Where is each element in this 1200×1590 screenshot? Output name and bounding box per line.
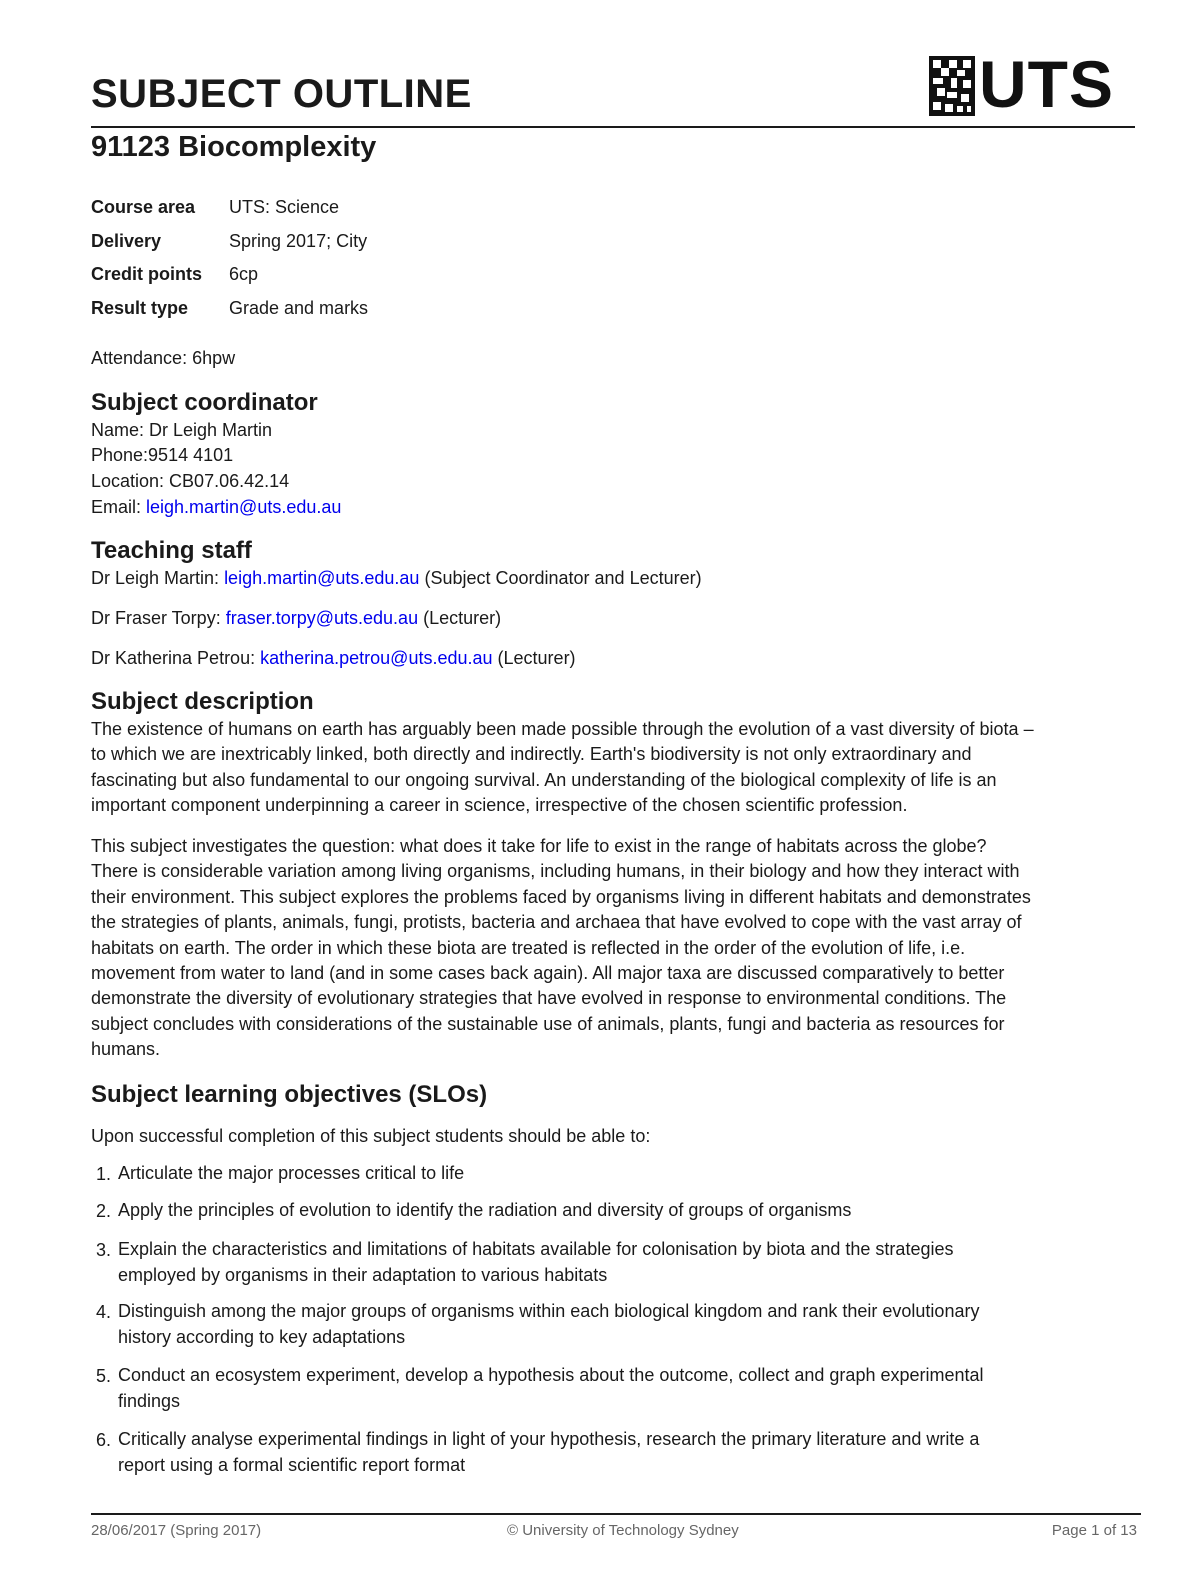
staff-role: (Lecturer) (492, 648, 576, 668)
objectives-intro: Upon successful completion of this subject students should be able to: (91, 1126, 651, 1146)
teaching-staff-heading: Teaching staff (91, 537, 252, 564)
staff-member (91, 566, 702, 592)
email-label: Email: (91, 497, 147, 517)
paragraph-line: There is considerable variation among living organisms, including humans, in their biology and how they interact with (91, 861, 1020, 882)
paragraph-line: their environment. This subject explores the problems faced by organisms living in different habitats and demonstrates (91, 886, 1031, 907)
detail-row-course-area (91, 194, 691, 220)
paragraph-line: movement from water to land (and in some cases back again). All major taxa are discussed comparatively to better (91, 963, 1005, 984)
objective-line: Apply the principles of evolution to identify the radiation and diversity of groups of organisms (118, 1200, 852, 1220)
description-heading: Subject description (91, 688, 314, 715)
detail-value: Spring 2017; City (229, 231, 368, 251)
staff-member (91, 646, 576, 672)
objective-number: 4. (96, 1302, 112, 1322)
paragraph-line: habitats on earth. The order in which these biota are treated is reflected in the order of the evolution of life, i.e. (91, 937, 966, 958)
objective-number: 1. (96, 1164, 112, 1184)
detail-value: Grade and marks (229, 298, 369, 318)
footer-copyright: © University of Technology Sydney (507, 1522, 739, 1539)
coordinator-email-line (91, 495, 341, 521)
staff-email-link[interactable]: leigh.martin@uts.edu.au (224, 568, 420, 588)
paragraph-line: subject concludes with considerations of the sustainable use of animals, plants, fungi and bacteria as resources for (91, 1013, 1005, 1034)
objective-number: 5. (96, 1366, 112, 1386)
staff-email-link[interactable]: fraser.torpy@uts.edu.au (225, 608, 419, 628)
objective-text (118, 1197, 1108, 1223)
page-header (91, 47, 1135, 128)
staff-name: Dr Fraser Torpy: (91, 608, 226, 628)
description-paragraph-2 (91, 834, 1131, 1063)
uts-crest-icon (929, 56, 975, 116)
detail-row-result-type (91, 295, 691, 321)
detail-label: Course area (91, 197, 196, 217)
detail-value: UTS: Science (229, 197, 340, 217)
staff-role: (Subject Coordinator and Lecturer) (419, 568, 702, 588)
paragraph-line: fascinating but also fundamental to our ongoing survival. An understanding of the biological complexity of life is an (91, 769, 997, 790)
uts-logo (929, 47, 1125, 121)
coordinator-heading: Subject coordinator (91, 389, 318, 416)
detail-label: Result type (91, 298, 189, 318)
objective-number: 2. (96, 1201, 112, 1221)
paragraph-line: important component underpinning a career in science, irrespective of the chosen scientific profession. (91, 795, 908, 816)
objective-line: employed by organisms in their adaptation to various habitats (118, 1265, 608, 1285)
objective-line: history according to key adaptations (118, 1327, 406, 1347)
staff-role: (Lecturer) (418, 608, 502, 628)
paragraph-line: demonstrate the diversity of evolutionary strategies that have evolved in response to environmental conditions. The (91, 988, 1007, 1009)
paragraph-line: the strategies of plants, animals, fungi, protists, bacteria and archaea that have evolved to cope with the vast array of (91, 912, 1022, 933)
document-title: SUBJECT OUTLINE (91, 72, 472, 116)
objective-line: Distinguish among the major groups of organisms within each biological kingdom and rank their evolutionary (118, 1301, 980, 1321)
detail-row-delivery (91, 228, 691, 254)
staff-name: Dr Katherina Petrou: (91, 648, 261, 668)
coordinator-location: Location: CB07.06.42.14 (91, 471, 290, 491)
coordinator-name: Name: Dr Leigh Martin (91, 420, 273, 440)
objective-line: Articulate the major processes critical to life (118, 1163, 465, 1183)
objectives-heading: Subject learning objectives (SLOs) (91, 1081, 488, 1108)
detail-label: Delivery (91, 231, 162, 251)
objective-text (118, 1362, 1108, 1414)
footer-date: 28/06/2017 (Spring 2017) (91, 1522, 262, 1539)
objective-text (118, 1236, 1108, 1288)
staff-email-link[interactable]: katherina.petrou@uts.edu.au (260, 648, 493, 668)
objective-line: report using a formal scientific report format (118, 1455, 466, 1475)
staff-name: Dr Leigh Martin: (91, 568, 225, 588)
description-paragraph-1 (91, 717, 1131, 819)
objective-line: findings (118, 1391, 181, 1411)
staff-member (91, 606, 501, 632)
coordinator-email-link[interactable]: leigh.martin@uts.edu.au (146, 497, 342, 517)
paragraph-line: to which we are inextricably linked, both directly and indirectly. Earth's biodiversity is not only extraordinary and (91, 744, 972, 765)
objective-text (118, 1426, 1108, 1478)
objective-number: 3. (96, 1240, 112, 1260)
coordinator-phone: Phone:9514 4101 (91, 445, 234, 465)
attendance-text: Attendance: 6hpw (91, 348, 236, 368)
paragraph-line: This subject investigates the question: what does it take for life to exist in the range of habitats across the globe? (91, 836, 987, 856)
footer-page-number: Page 1 of 13 (1051, 1522, 1137, 1539)
objective-line: Critically analyse experimental findings in light of your hypothesis, research the primary literature and write a (118, 1429, 980, 1449)
objective-number: 6. (96, 1430, 112, 1450)
paragraph-line: The existence of humans on earth has arguably been made possible through the evolution of a vast diversity of biota – (91, 719, 1034, 739)
uts-logo-text: UTS (979, 47, 1114, 121)
subject-title: 91123 Biocomplexity (91, 131, 377, 163)
detail-value: 6cp (229, 264, 259, 284)
paragraph-line: humans. (91, 1039, 161, 1060)
detail-row-credit-points (91, 261, 691, 287)
objective-text (118, 1298, 1108, 1350)
detail-label: Credit points (91, 264, 202, 284)
objective-line: Conduct an ecosystem experiment, develop a hypothesis about the outcome, collect and graph experimental (118, 1365, 984, 1385)
objective-text (118, 1160, 1108, 1186)
page-footer (91, 1513, 1141, 1555)
objective-line: Explain the characteristics and limitations of habitats available for colonisation by biota and the strategies (118, 1239, 954, 1259)
